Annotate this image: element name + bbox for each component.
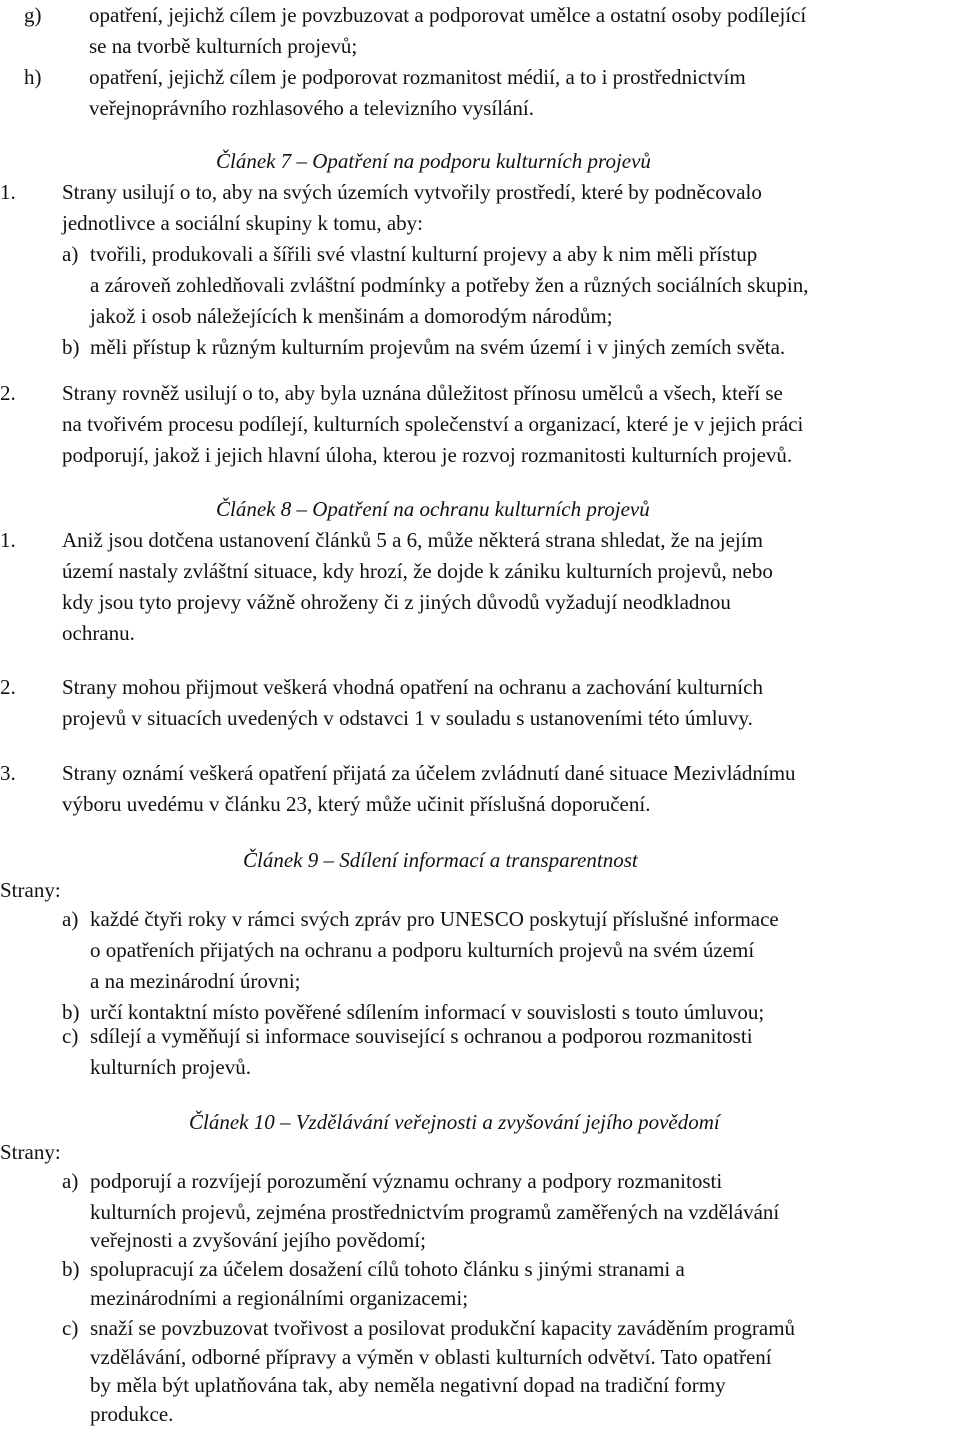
article-8-paragraph-1-number: 1. <box>0 528 16 552</box>
article-7-paragraph-2-line-2: na tvořivém procesu podílejí, kulturních společenství a organizací, které je v jejich práci <box>62 412 804 436</box>
article-7-paragraph-2-line-3: podporují, jakož i jejich hlavní úloha, kterou je rozvoj rozmanitosti kulturních projevů. <box>62 443 793 467</box>
article-10-item-c-line-2: vzdělávání, odborné přípravy a výměn v oblasti kulturních odvětví. Tato opatření <box>90 1345 772 1369</box>
article-9-item-b-marker: b) <box>62 1000 80 1024</box>
article-7-item-a-marker: a) <box>62 242 79 266</box>
article-7-item-a-line-3: jakož i osob náležejících k menšinám a domorodým národům; <box>90 304 613 328</box>
article-10-item-c-line-1: snaží se povzbuzovat tvořivost a posilovat produkční kapacity zaváděním programů <box>90 1316 796 1340</box>
article-8-paragraph-1-line-2: území nastaly zvláštní situace, kdy hrozí, že dojde k zániku kulturních projevů, nebo <box>62 559 773 583</box>
article-8-paragraph-2-number: 2. <box>0 675 16 699</box>
article-9-item-c-line-2: kulturních projevů. <box>90 1055 251 1079</box>
article-9-item-a-line-1: každé čtyři roky v rámci svých zpráv pro UNESCO poskytují příslušné informace <box>90 907 779 931</box>
article-10-item-a-marker: a) <box>62 1169 79 1193</box>
list-marker-h: h) <box>24 65 42 89</box>
article-8-paragraph-3-line-1: Strany oznámí veškerá opatření přijatá za účelem zvládnutí dané situace Mezivládnímu <box>62 761 796 785</box>
article-9-heading: Článek 9 – Sdílení informací a transparentnost <box>243 848 638 872</box>
article-9-item-a-line-3: a na mezinárodní úrovni; <box>90 969 301 993</box>
article-9-item-c-marker: c) <box>62 1024 79 1048</box>
article-8-paragraph-1-line-3: kdy jsou tyto projevy vážně ohroženy či z jiných důvodů vyžadují neodkladnou <box>62 590 731 614</box>
article-7-paragraph-1-line-1: Strany usilují o to, aby na svých územích vytvořily prostředí, které by podněcovalo <box>62 180 762 204</box>
article-8-paragraph-3-line-2: výboru uvedému v článku 23, který může učinit příslušná doporučení. <box>62 792 651 816</box>
article-7-paragraph-1-line-2: jednotlivce a sociální skupiny k tomu, aby: <box>62 211 424 235</box>
article-10-item-a-line-3: veřejnosti a zvyšování jejího povědomí; <box>90 1228 426 1252</box>
article-10-item-a-line-1: podporují a rozvíjejí porozumění významu ochrany a podpory rozmanitosti <box>90 1169 723 1193</box>
article-8-paragraph-3-number: 3. <box>0 761 16 785</box>
article-7-paragraph-1-number: 1. <box>0 180 16 204</box>
article-7-paragraph-2-number: 2. <box>0 381 16 405</box>
list-item-g-line-2: se na tvorbě kulturních projevů; <box>89 34 358 58</box>
article-8-heading: Článek 8 – Opatření na ochranu kulturních projevů <box>216 497 650 521</box>
article-10-item-c-line-4: produkce. <box>90 1402 174 1426</box>
article-7-paragraph-2-line-1: Strany rovněž usilují o to, aby byla uznána důležitost přínosu umělců a všech, kteří se <box>62 381 783 405</box>
article-7-item-a-line-2: a zároveň zohledňovali zvláštní podmínky a potřeby žen a různých sociálních skupin, <box>90 273 809 297</box>
list-marker-g: g) <box>24 3 42 27</box>
article-10-item-a-line-2: kulturních projevů, zejména prostřednictvím programů zaměřených na vzdělávání <box>90 1200 780 1224</box>
article-8-paragraph-2-line-1: Strany mohou přijmout veškerá vhodná opatření na ochranu a zachování kulturních <box>62 675 763 699</box>
article-10-item-b-line-1: spolupracují za účelem dosažení cílů tohoto článku s jinými stranami a <box>90 1257 685 1281</box>
article-7-item-b-marker: b) <box>62 335 80 359</box>
article-10-intro: Strany: <box>0 1140 61 1164</box>
article-7-item-a-line-1: tvořili, produkovali a šířili své vlastní kulturní projevy a aby k nim měli přístup <box>90 242 758 266</box>
article-8-paragraph-2-line-2: projevů v situacích uvedených v odstavci 1 v souladu s ustanoveními této úmluvy. <box>62 706 753 730</box>
list-item-h-line-1: opatření, jejichž cílem je podporovat rozmanitost médií, a to i prostřednictvím <box>89 65 746 89</box>
article-9-item-c-line-1: sdílejí a vyměňují si informace související s ochranou a podporou rozmanitosti <box>90 1024 753 1048</box>
article-10-item-b-marker: b) <box>62 1257 80 1281</box>
article-8-paragraph-1-line-1: Aniž jsou dotčena ustanovení článků 5 a 6, může některá strana shledat, že na jejím <box>62 528 763 552</box>
article-10-item-c-line-3: by měla být uplatňována tak, aby neměla negativní dopad na tradiční formy <box>90 1373 726 1397</box>
article-10-item-b-line-2: mezinárodními a regionálními organizacemi; <box>90 1286 469 1310</box>
list-item-g-line-1: opatření, jejichž cílem je povzbuzovat a podporovat umělce a ostatní osoby podílející <box>89 3 807 27</box>
article-9-item-a-marker: a) <box>62 907 79 931</box>
article-10-heading: Článek 10 – Vzdělávání veřejnosti a zvyšování jejího povědomí <box>189 1110 720 1134</box>
article-9-item-b-line-1: určí kontaktní místo pověřené sdílením informací v souvislosti s touto úmluvou; <box>90 1000 765 1024</box>
article-9-item-a-line-2: o opatřeních přijatých na ochranu a podporu kulturních projevů na svém území <box>90 938 755 962</box>
list-item-h-line-2: veřejnoprávního rozhlasového a televizního vysílání. <box>89 96 534 120</box>
article-10-item-c-marker: c) <box>62 1316 79 1340</box>
article-7-item-b-line-1: měli přístup k různým kulturním projevům na svém území i v jiných zemích světa. <box>90 335 786 359</box>
article-9-intro: Strany: <box>0 878 61 902</box>
article-8-paragraph-1-line-4: ochranu. <box>62 621 135 645</box>
article-7-heading: Článek 7 – Opatření na podporu kulturních projevů <box>216 149 651 173</box>
